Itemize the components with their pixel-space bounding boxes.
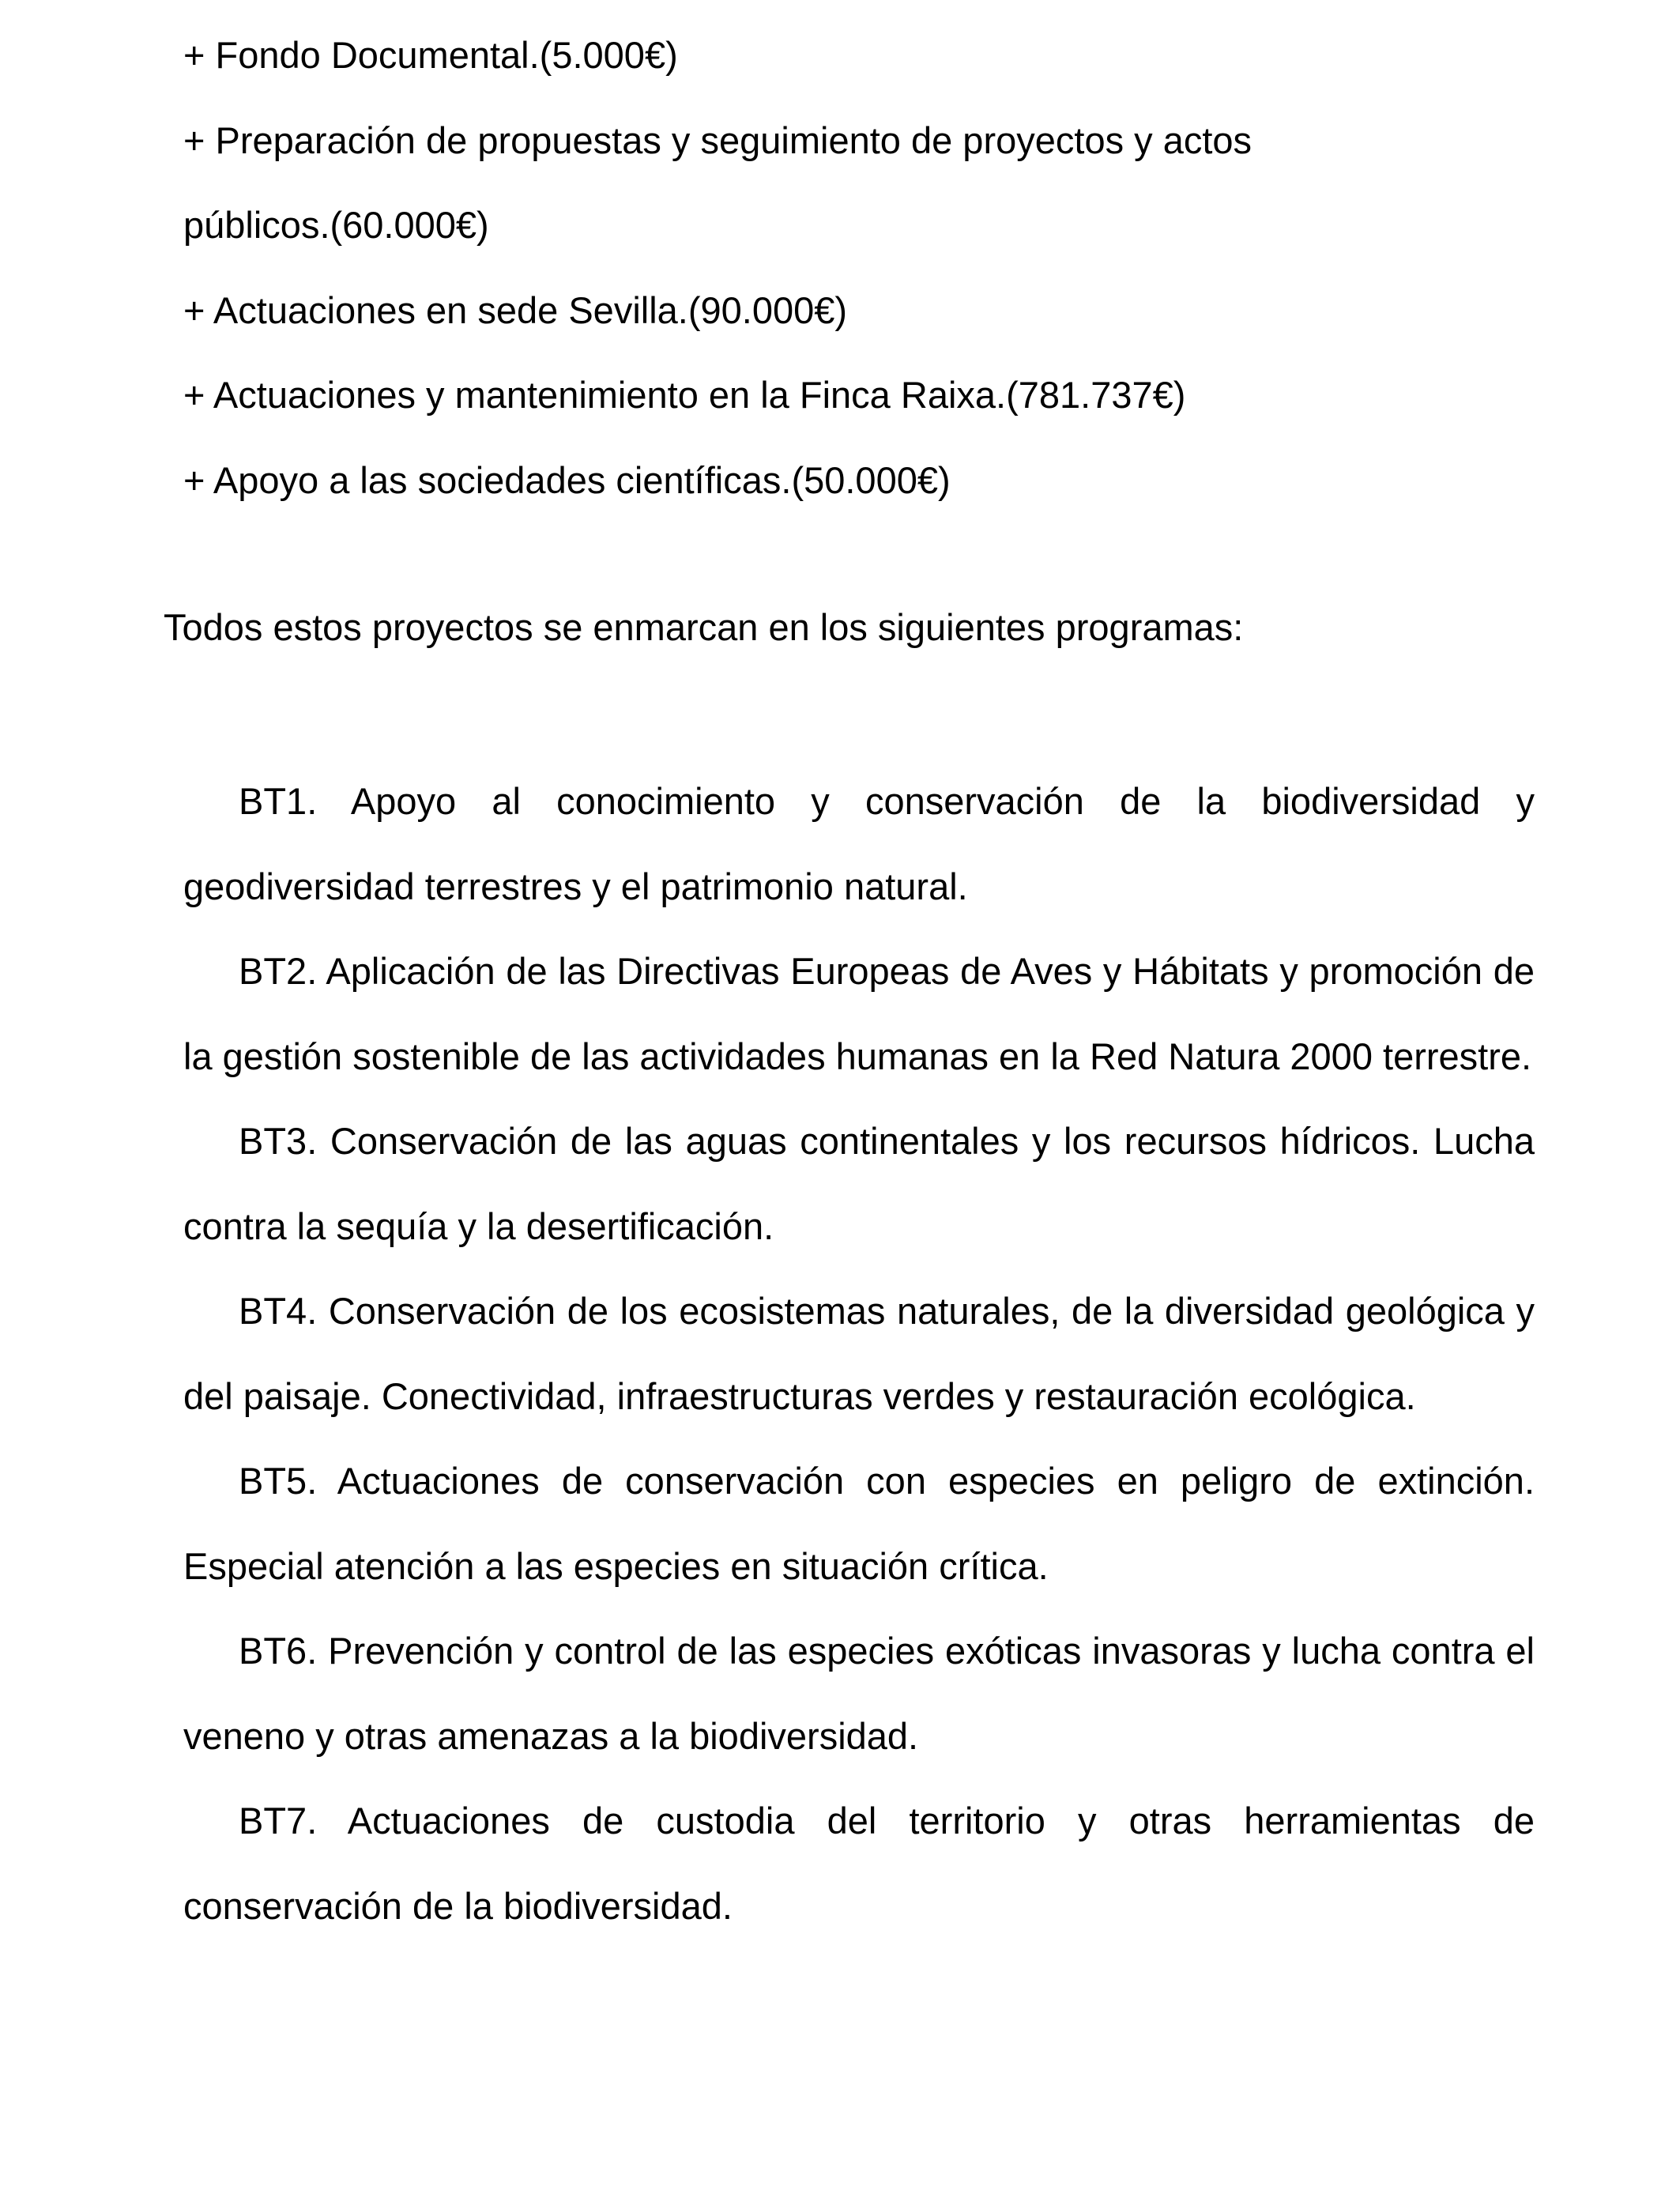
program-item: BT7. Actuaciones de custodia del territorio y otras herramientas de conservación de la biodiversidad. xyxy=(183,1800,1535,1927)
budget-item: + Actuaciones en sede Sevilla.(90.000€) xyxy=(183,288,848,331)
program-list xyxy=(183,759,1535,1948)
program-item: BT6. Prevención y control de las especies exóticas invasoras y lucha contra el veneno y otras amenazas a la biodiversidad. xyxy=(183,1630,1535,1757)
budget-item: + Actuaciones y mantenimiento en la Finca Raixa.(781.737€) xyxy=(183,374,1186,416)
budget-item: + Preparación de propuestas y seguimiento de proyectos y actos públicos.(60.000€) xyxy=(183,119,1252,246)
program-item: BT1. Apoyo al conocimiento y conservación de la biodiversidad y geodiversidad terrestres y el patrimonio natural. xyxy=(183,780,1535,907)
budget-item: + Apoyo a las sociedades científicas.(50.000€) xyxy=(183,458,951,501)
program-item: BT3. Conservación de las aguas continentales y los recursos hídricos. Lucha contra la sequía y la desertificación. xyxy=(183,1120,1535,1247)
program-item: BT5. Actuaciones de conservación con especies en peligro de extinción. Especial atención a las especies en situación crítica. xyxy=(183,1460,1535,1587)
program-item: BT4. Conservación de los ecosistemas naturales, de la diversidad geológica y del paisaje. Conectividad, infraestructuras verdes y restauración ecológica. xyxy=(183,1290,1535,1417)
budget-item-list xyxy=(183,13,1574,522)
budget-item: + Fondo Documental.(5.000€) xyxy=(183,34,678,76)
program-item: BT2. Aplicación de las Directivas Europeas de Aves y Hábitats y promoción de la gestión sostenible de las actividades humanas en la Red Natura 2000 terrestre. xyxy=(183,950,1535,1077)
programs-intro: Todos estos proyectos se enmarcan en los siguientes programas: xyxy=(164,606,1244,648)
